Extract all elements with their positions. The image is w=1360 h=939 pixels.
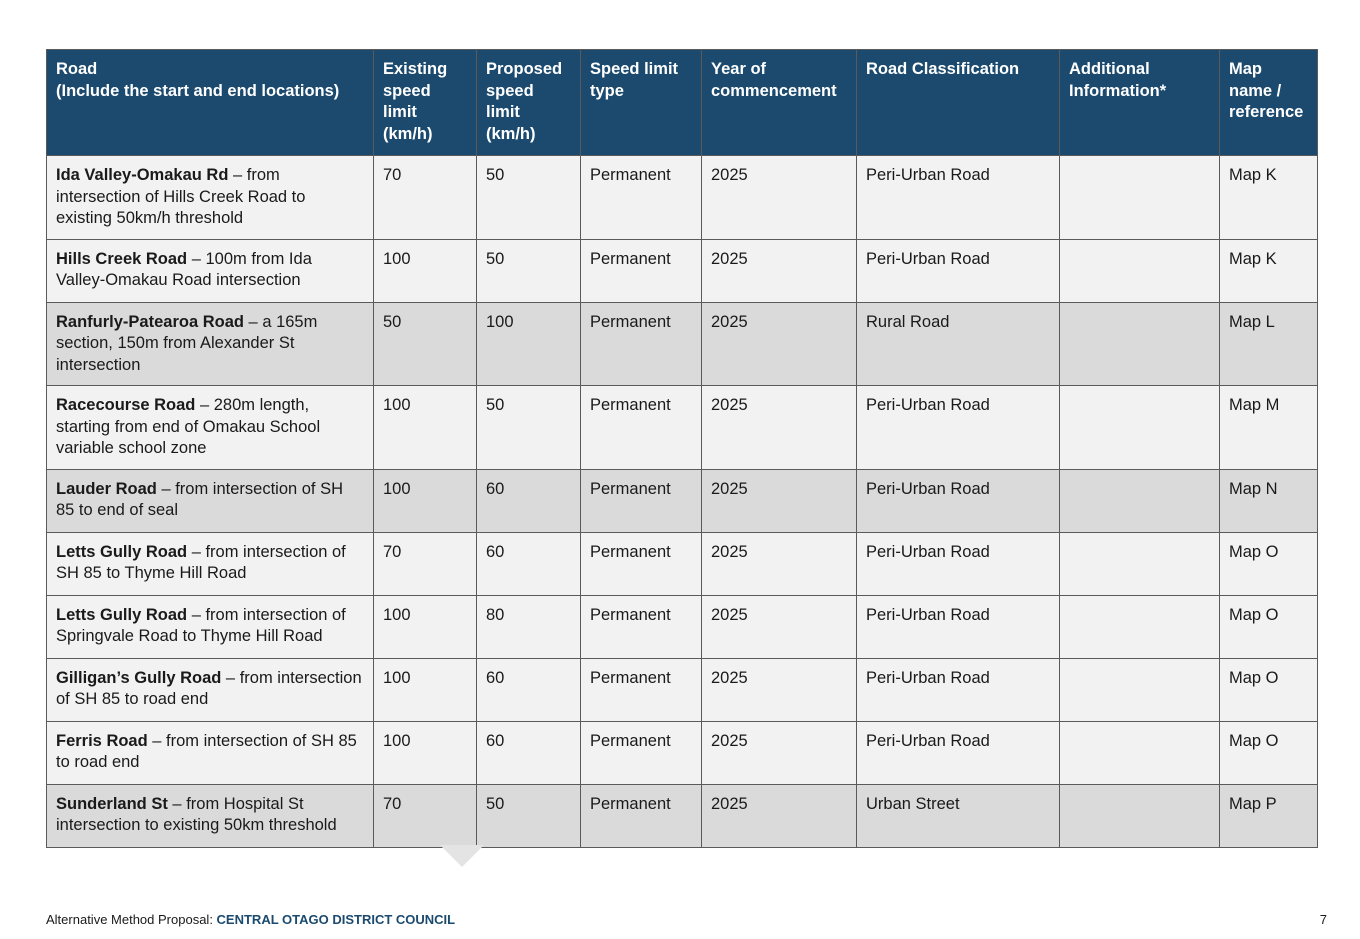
map-reference-cell: Map O — [1220, 532, 1318, 595]
map-reference-cell: Map P — [1220, 784, 1318, 847]
map-reference-cell: Map O — [1220, 658, 1318, 721]
existing-speed-cell: 100 — [374, 658, 477, 721]
map-reference-cell: Map K — [1220, 156, 1318, 240]
additional-info-cell — [1060, 386, 1220, 470]
year-cell: 2025 — [702, 658, 857, 721]
proposed-speed-cell: 60 — [477, 469, 581, 532]
header-year: Year of commencement — [702, 50, 857, 156]
road-description: – from intersection of SH 85 to road end — [56, 731, 357, 771]
road-description: – a 165m section, 150m from Alexander St intersection — [56, 312, 318, 374]
road-cell — [47, 469, 374, 532]
proposed-speed-cell: 60 — [477, 658, 581, 721]
additional-info-cell — [1060, 302, 1220, 386]
page-footer — [46, 912, 455, 927]
speed-type-cell: Permanent — [581, 469, 702, 532]
additional-info-cell — [1060, 784, 1220, 847]
road-name: Hills Creek Road — [56, 249, 188, 268]
road-name: Ida Valley-Omakau Rd — [56, 166, 229, 184]
table-row — [47, 302, 1318, 386]
table-row — [47, 386, 1318, 470]
year-cell: 2025 — [702, 302, 857, 386]
classification-cell: Peri-Urban Road — [857, 658, 1060, 721]
speed-type-cell: Permanent — [581, 658, 702, 721]
speed-type-cell: Permanent — [581, 239, 702, 302]
year-cell: 2025 — [702, 595, 857, 658]
speed-type-cell: Permanent — [581, 386, 702, 470]
speed-type-cell: Permanent — [581, 156, 702, 240]
existing-speed-cell: 100 — [374, 386, 477, 470]
road-name: Ferris Road — [56, 731, 148, 750]
table-row — [47, 784, 1318, 847]
road-cell — [47, 302, 374, 386]
classification-cell: Peri-Urban Road — [857, 386, 1060, 470]
decorative-notch-shape — [440, 845, 484, 867]
existing-speed-cell: 70 — [374, 532, 477, 595]
existing-speed-cell: 100 — [374, 595, 477, 658]
map-reference-cell: Map O — [1220, 721, 1318, 784]
year-cell: 2025 — [702, 156, 857, 240]
header-speed-limit-type: Speed limit type — [581, 50, 702, 156]
additional-info-cell — [1060, 156, 1220, 240]
header-proposed-speed: Proposed speed limit (km/h) — [477, 50, 581, 156]
speed-type-cell: Permanent — [581, 302, 702, 386]
speed-limit-table — [46, 49, 1318, 848]
table-row — [47, 469, 1318, 532]
road-description: – from Hospital St intersection to existing 50km threshold — [56, 794, 337, 834]
road-name: Gilligan’s Gully Road — [56, 668, 222, 687]
header-existing-speed: Existing speed limit (km/h) — [374, 50, 477, 156]
classification-cell: Peri-Urban Road — [857, 532, 1060, 595]
map-reference-cell: Map N — [1220, 469, 1318, 532]
classification-cell: Peri-Urban Road — [857, 721, 1060, 784]
additional-info-cell — [1060, 658, 1220, 721]
table-row — [47, 532, 1318, 595]
classification-cell: Peri-Urban Road — [857, 469, 1060, 532]
road-description: – 280m length, starting from end of Omakau School variable school zone — [56, 396, 321, 457]
header-map-reference: Map name / reference — [1220, 50, 1318, 156]
header-road-subtitle: (Include the start and end locations) — [56, 81, 340, 100]
road-name: Letts Gully Road — [56, 542, 188, 561]
road-cell — [47, 658, 374, 721]
year-cell: 2025 — [702, 386, 857, 470]
road-name: Racecourse Road — [56, 396, 196, 414]
header-road-title: Road — [56, 60, 98, 78]
classification-cell: Peri-Urban Road — [857, 239, 1060, 302]
proposed-speed-cell: 50 — [477, 156, 581, 240]
speed-type-cell: Permanent — [581, 721, 702, 784]
footer-label: Alternative Method Proposal: — [46, 912, 217, 927]
year-cell: 2025 — [702, 469, 857, 532]
year-cell: 2025 — [702, 239, 857, 302]
classification-cell: Peri-Urban Road — [857, 595, 1060, 658]
map-reference-cell: Map K — [1220, 239, 1318, 302]
map-reference-cell: Map L — [1220, 302, 1318, 386]
table-row — [47, 721, 1318, 784]
speed-type-cell: Permanent — [581, 532, 702, 595]
road-cell — [47, 532, 374, 595]
road-description: – from intersection of Springvale Road to Thyme Hill Road — [56, 605, 346, 645]
road-cell — [47, 721, 374, 784]
table-row — [47, 156, 1318, 240]
additional-info-cell — [1060, 532, 1220, 595]
speed-type-cell: Permanent — [581, 595, 702, 658]
proposed-speed-cell: 60 — [477, 721, 581, 784]
additional-info-cell — [1060, 721, 1220, 784]
table-row — [47, 658, 1318, 721]
road-description: – from intersection of SH 85 to end of seal — [56, 479, 344, 519]
road-description: – from intersection of SH 85 to Thyme Hill Road — [56, 542, 346, 582]
road-name: Sunderland St — [56, 794, 168, 813]
proposed-speed-cell: 50 — [477, 784, 581, 847]
page-number: 7 — [1319, 912, 1327, 927]
speed-type-cell: Permanent — [581, 784, 702, 847]
proposed-speed-cell: 50 — [477, 386, 581, 470]
classification-cell: Rural Road — [857, 302, 1060, 386]
year-cell: 2025 — [702, 532, 857, 595]
map-reference-cell: Map O — [1220, 595, 1318, 658]
header-road — [47, 50, 374, 156]
proposed-speed-cell: 50 — [477, 239, 581, 302]
road-description: – 100m from Ida Valley-Omakau Road intersection — [56, 249, 312, 289]
footer-organisation: CENTRAL OTAGO DISTRICT COUNCIL — [216, 912, 456, 927]
existing-speed-cell: 70 — [374, 156, 477, 240]
existing-speed-cell: 50 — [374, 302, 477, 386]
header-road-classification: Road Classification — [857, 50, 1060, 156]
road-name: Ranfurly-Patearoa Road — [56, 312, 244, 331]
road-name: Letts Gully Road — [56, 605, 188, 624]
road-cell — [47, 386, 374, 470]
proposed-speed-cell: 80 — [477, 595, 581, 658]
proposed-speed-cell: 100 — [477, 302, 581, 386]
classification-cell: Urban Street — [857, 784, 1060, 847]
header-additional-info: Additional Information* — [1060, 50, 1220, 156]
additional-info-cell — [1060, 469, 1220, 532]
table-header-row — [47, 50, 1318, 156]
road-name: Lauder Road — [56, 479, 157, 498]
existing-speed-cell: 100 — [374, 721, 477, 784]
proposed-speed-cell: 60 — [477, 532, 581, 595]
road-description: – from intersection of Hills Creek Road to existing 50km/h threshold — [56, 166, 306, 227]
map-reference-cell: Map M — [1220, 386, 1318, 470]
road-cell — [47, 784, 374, 847]
road-cell — [47, 239, 374, 302]
road-cell — [47, 595, 374, 658]
road-cell — [47, 156, 374, 240]
table-row — [47, 239, 1318, 302]
year-cell: 2025 — [702, 784, 857, 847]
classification-cell: Peri-Urban Road — [857, 156, 1060, 240]
additional-info-cell — [1060, 239, 1220, 302]
additional-info-cell — [1060, 595, 1220, 658]
existing-speed-cell: 100 — [374, 239, 477, 302]
year-cell: 2025 — [702, 721, 857, 784]
road-description: – from intersection of SH 85 to road end — [56, 668, 362, 708]
existing-speed-cell: 100 — [374, 469, 477, 532]
existing-speed-cell: 70 — [374, 784, 477, 847]
table-row — [47, 595, 1318, 658]
